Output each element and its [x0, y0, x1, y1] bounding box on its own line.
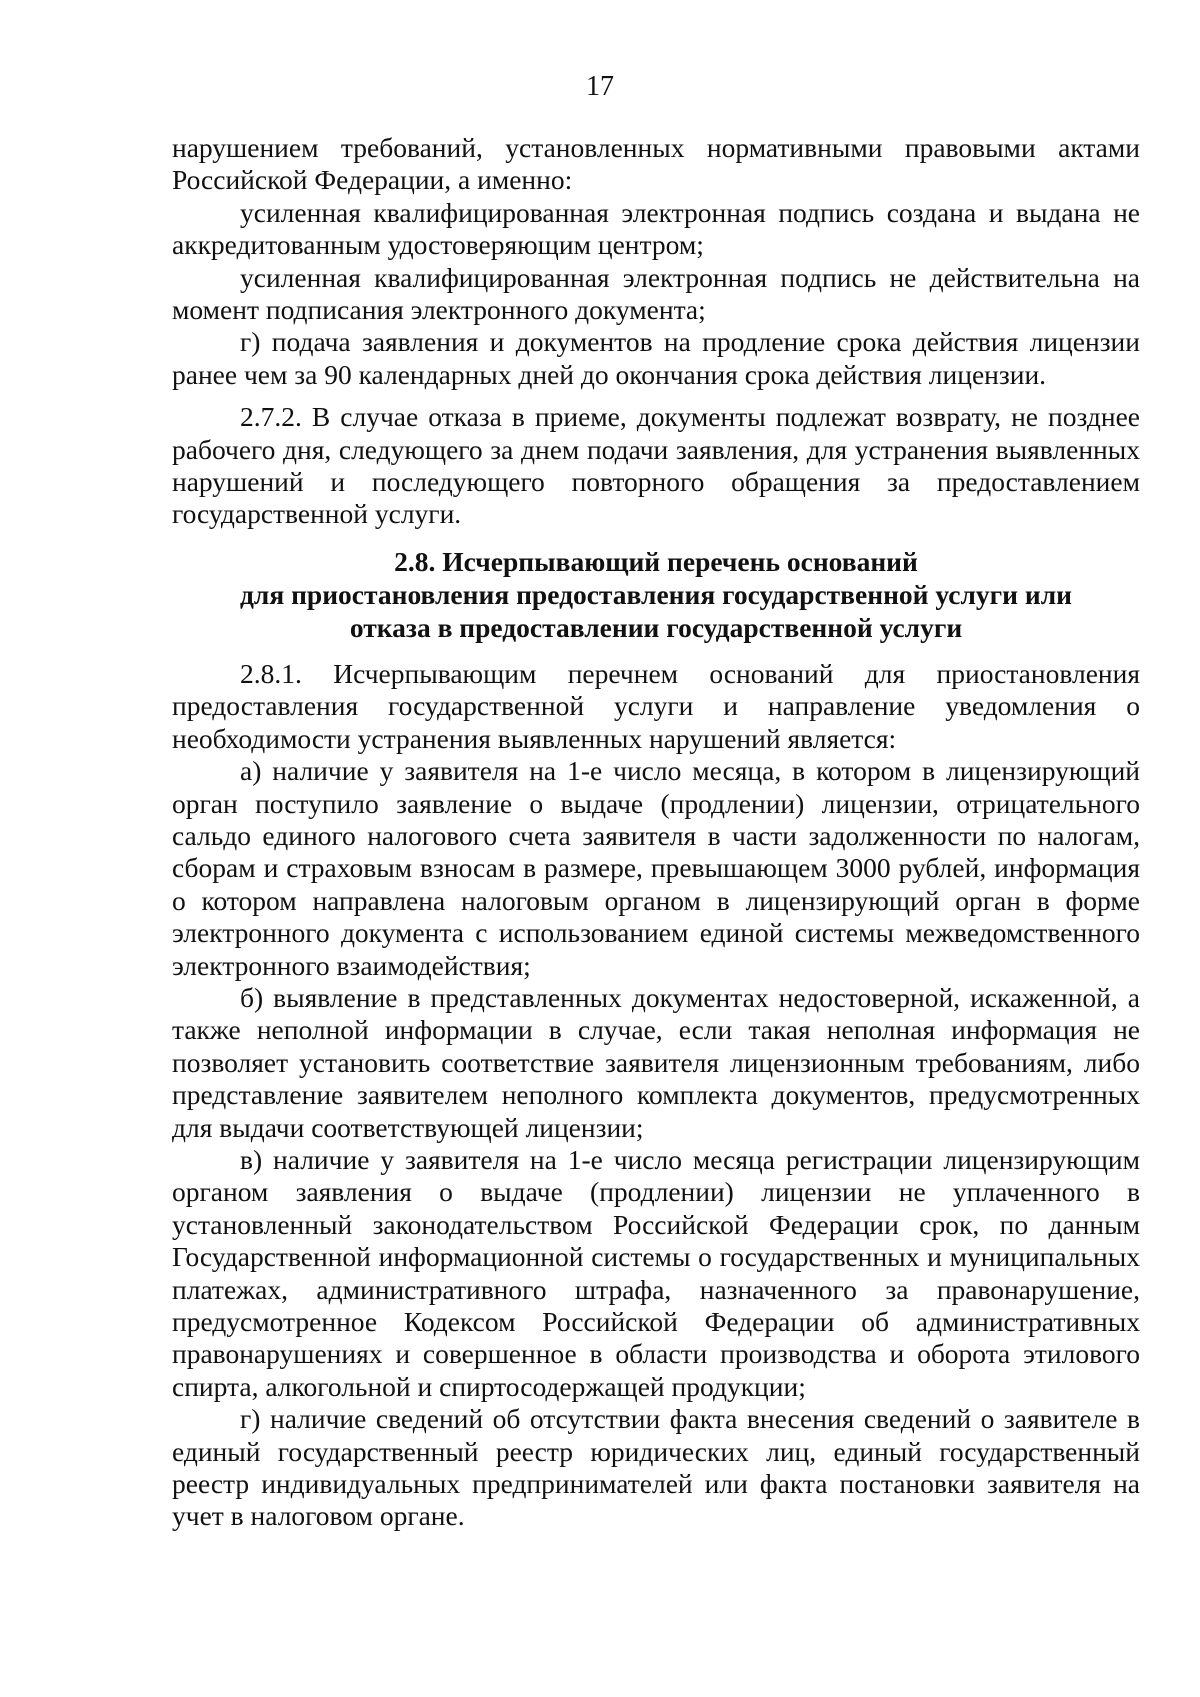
- paragraph-item-v: в) наличие у заявителя на 1-е число месяца регистрации лицензирующим органом заявления о выдаче (продлении) лицензии не уплаченного в установленный законодательством Российской Федерации срок, по данным Государственной информационной системы о государственных и муниципальных платежах, административного штрафа, назначенного за правонарушение, предусмотренное Кодексом Российской Федерации об административных правонарушениях и совершенное в области производства и оборота этилового спирта, алкогольной и спиртосодержащей продукции;: [172, 1143, 1140, 1402]
- heading-line-2: для приостановления предоставления государственной услуги или: [239, 578, 1073, 610]
- paragraph-item-b: б) выявление в представленных документах недостоверной, искаженной, а также неполной информации в случае, если такая неполная информация не позволяет установить соответствие заявителя лицензионным требованиям, либо представление заявителем неполного комплекта документов, предусмотренных для выдачи соответствующей лицензии;: [172, 981, 1140, 1143]
- paragraph-2-7-2: 2.7.2. В случае отказа в приеме, документы подлежат возврату, не позднее рабочего дня, следующего за днем подачи заявления, для устранения выявленных нарушений и последующего повторного обращения за предоставлением государственной услуги.: [172, 401, 1140, 530]
- page-number: 17: [586, 71, 614, 102]
- spacer: [172, 531, 1140, 545]
- paragraph-signature-invalid: усиленная квалифицированная электронная подпись не действительна на момент подписания электронного документа;: [172, 261, 1140, 326]
- paragraph-item-g-early-renewal: г) подача заявления и документов на продление срока действия лицензии ранее чем за 90 календарных дней до окончания срока действия лицензии.: [172, 326, 1140, 390]
- spacer: [172, 391, 1140, 401]
- heading-line-1: 2.8. Исчерпывающий перечень оснований: [394, 545, 918, 577]
- spacer: [172, 644, 1140, 658]
- paragraph-signature-not-accredited: усиленная квалифицированная электронная подпись создана и выдана не аккредитованным удостоверяющим центром;: [172, 196, 1140, 261]
- heading-line-3: отказа в предоставлении государственной услуги: [349, 611, 963, 643]
- paragraph-continuation: нарушением требований, установленных нормативными правовыми актами Российской Федерации, а именно:: [172, 132, 1140, 196]
- paragraph-item-g: г) наличие сведений об отсутствии факта внесения сведений о заявителе в единый государственный реестр юридических лиц, единый государственный реестр индивидуальных предпринимателей или факта постановки заявителя на учет в налоговом органе.: [172, 1403, 1140, 1532]
- document-body: [172, 132, 1140, 1533]
- paragraph-item-a: а) наличие у заявителя на 1-е число месяца, в котором в лицензирующий орган поступило заявление о выдаче (продлении) лицензии, отрицательного сальдо единого налогового счета заявителя в части задолженности по налогам, сборам и страховым взносам в размере, превышающем 3000 рублей, информация о котором направлена налоговым органом в лицензирующий орган в форме электронного документа с использованием единой системы межведомственного электронного взаимодействия;: [172, 755, 1140, 981]
- section-heading-2-8: [172, 545, 1140, 644]
- paragraph-2-8-1: 2.8.1. Исчерпывающим перечнем оснований для приостановления предоставления государственной услуги и направление уведомления о необходимости устранения выявленных нарушений является:: [172, 657, 1140, 754]
